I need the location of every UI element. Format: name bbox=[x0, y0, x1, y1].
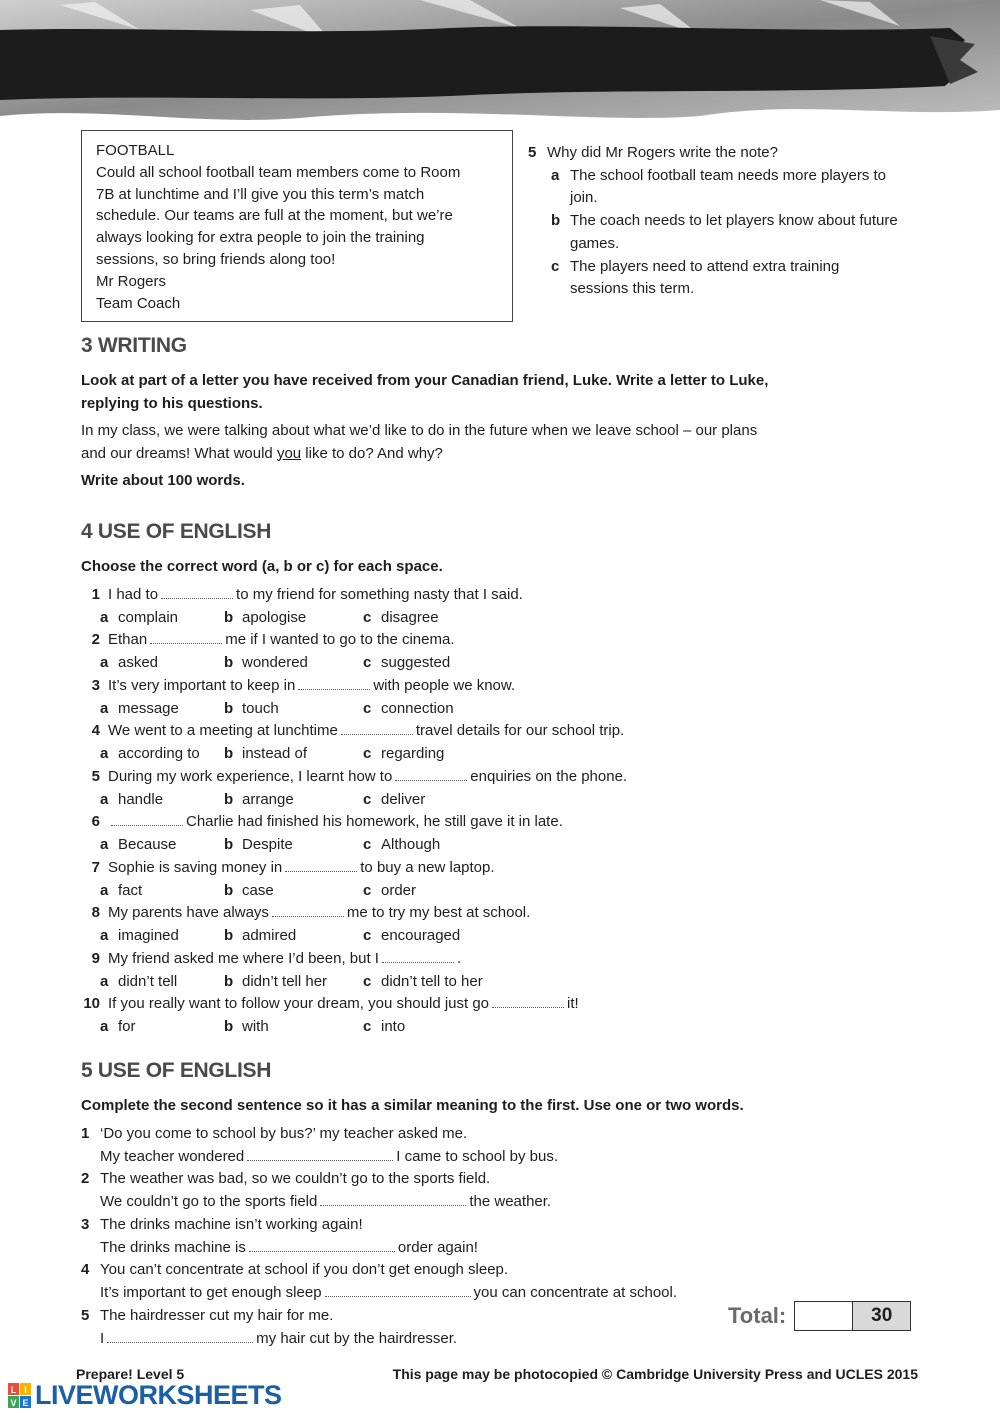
option-b[interactable] bbox=[224, 927, 363, 944]
question-number: 1 bbox=[81, 1124, 90, 1142]
option-letter: c bbox=[363, 608, 372, 626]
option-text: fact bbox=[118, 881, 143, 899]
total-label: Total: bbox=[728, 1303, 787, 1328]
footer-copyright: This page may be photocopied © Cambridge University Press and UCLES 2015 bbox=[392, 1366, 918, 1382]
option-text: Because bbox=[118, 836, 177, 854]
rewrite-after: my hair cut by the hairdresser. bbox=[256, 1329, 458, 1347]
option-letter: a bbox=[100, 699, 109, 717]
option-a[interactable] bbox=[100, 1018, 224, 1035]
rewrite-after: I came to school by bus. bbox=[396, 1147, 558, 1165]
section5-instruction: Complete the second sentence so it has a similar meaning to the first. Use one or two words. bbox=[81, 1097, 744, 1114]
option-text: didn’t tell to her bbox=[381, 972, 483, 990]
options-row bbox=[70, 606, 770, 629]
option-letter: b bbox=[224, 927, 234, 945]
original-sentence: You can’t concentrate at school if you don’t get enough sleep. bbox=[100, 1261, 509, 1279]
section-title-writing: 3 WRITING bbox=[81, 334, 187, 357]
stem-before: Ethan bbox=[108, 631, 148, 649]
note-line: always looking for extra people to join the training bbox=[96, 229, 425, 247]
question-number: 5 bbox=[91, 767, 100, 785]
option-letter: b bbox=[224, 745, 234, 763]
original-sentence-row bbox=[81, 1259, 721, 1282]
question-number: 9 bbox=[91, 949, 100, 967]
option-text: wondered bbox=[242, 654, 308, 672]
rewrite-sentence-row bbox=[81, 1145, 721, 1168]
option-b[interactable] bbox=[224, 700, 363, 717]
option-letter: a bbox=[100, 790, 109, 808]
option-c[interactable] bbox=[363, 836, 440, 853]
options-row bbox=[70, 788, 770, 811]
question-number: 6 bbox=[91, 813, 100, 831]
option-text: regarding bbox=[381, 745, 445, 763]
answer-blank[interactable] bbox=[247, 1148, 393, 1161]
option-text: message bbox=[118, 699, 179, 717]
option-text: order bbox=[381, 881, 417, 899]
answer-blank[interactable] bbox=[382, 950, 454, 963]
options-row bbox=[70, 651, 770, 674]
stem-after: me if I wanted to go to the cinema. bbox=[225, 631, 455, 649]
logo-letter: I bbox=[24, 1384, 27, 1395]
option-text: The coach needs to let players know about future bbox=[570, 212, 898, 230]
option-letter: c bbox=[363, 927, 372, 945]
question-number: 5 bbox=[528, 144, 537, 161]
option-c[interactable] bbox=[363, 973, 483, 990]
question-stem bbox=[100, 904, 530, 921]
option-letter: b bbox=[224, 881, 234, 899]
option-text: asked bbox=[118, 654, 159, 672]
header-banner bbox=[0, 0, 1000, 125]
instruction-line: Look at part of a letter you have received from your Canadian friend, Luke. Write a letter to Luke, bbox=[81, 372, 769, 389]
letter-text: and our dreams! What would bbox=[81, 444, 277, 462]
question-stem bbox=[100, 768, 627, 785]
option-text: disagree bbox=[381, 608, 439, 626]
answer-blank[interactable] bbox=[150, 631, 222, 644]
stem-before: We went to a meeting at lunchtime bbox=[108, 722, 338, 740]
option-a[interactable] bbox=[100, 882, 224, 899]
stem-after: enquiries on the phone. bbox=[470, 767, 628, 785]
note-line: Mr Rogers bbox=[96, 272, 167, 290]
stem-after: travel details for our school trip. bbox=[415, 722, 625, 740]
option-b[interactable] bbox=[224, 1018, 363, 1035]
rewrite-before: My teacher wondered bbox=[100, 1147, 245, 1165]
answer-option-c[interactable] bbox=[528, 256, 928, 301]
option-b[interactable] bbox=[224, 836, 363, 853]
option-letter: a bbox=[100, 881, 109, 899]
option-letter: a bbox=[100, 1018, 109, 1036]
option-text: connection bbox=[381, 699, 454, 717]
score-max: 30 bbox=[853, 1302, 910, 1330]
option-letter: a bbox=[551, 166, 560, 184]
answer-blank[interactable] bbox=[395, 768, 467, 781]
logo-text: LIVEWORKSHEETS bbox=[35, 1380, 282, 1410]
stem-before: It’s very important to keep in bbox=[108, 676, 296, 694]
rewrite-sentence-row bbox=[81, 1236, 721, 1259]
question-row bbox=[70, 674, 770, 697]
options-row bbox=[70, 1015, 770, 1038]
note-line: FOOTBALL bbox=[96, 142, 175, 159]
original-sentence-row bbox=[81, 1213, 721, 1236]
option-a[interactable] bbox=[100, 973, 224, 990]
option-text: touch bbox=[242, 699, 279, 717]
question-stem bbox=[100, 677, 515, 694]
answer-blank[interactable] bbox=[325, 1284, 471, 1297]
rewrite-sentence bbox=[81, 1330, 457, 1347]
question-stem bbox=[100, 631, 455, 648]
stem-before: My parents have always bbox=[108, 904, 269, 922]
option-letter: a bbox=[100, 608, 109, 626]
answer-blank[interactable] bbox=[341, 722, 413, 735]
transformation-list bbox=[81, 1122, 721, 1350]
word-count-instruction: Write about 100 words. bbox=[81, 472, 245, 489]
stem-after: me to try my best at school. bbox=[346, 904, 531, 922]
answer-blank[interactable] bbox=[249, 1239, 395, 1252]
question-row bbox=[70, 629, 770, 652]
option-letter: c bbox=[363, 836, 372, 854]
section-title-4: 4 USE OF ENGLISH bbox=[81, 520, 272, 543]
footer-level: Prepare! Level 5 bbox=[76, 1366, 185, 1382]
original-sentence: The hairdresser cut my hair for me. bbox=[100, 1306, 334, 1324]
options-row bbox=[70, 697, 770, 720]
option-text: didn’t tell bbox=[118, 972, 178, 990]
question-row bbox=[70, 765, 770, 788]
answer-blank[interactable] bbox=[161, 586, 233, 599]
option-letter: b bbox=[224, 654, 234, 672]
answer-blank[interactable] bbox=[107, 1330, 253, 1343]
football-note bbox=[81, 130, 513, 322]
question-number: 3 bbox=[91, 676, 100, 694]
original-sentence-row bbox=[81, 1168, 721, 1191]
question-number: 2 bbox=[81, 1170, 90, 1188]
option-text: didn’t tell her bbox=[242, 972, 328, 990]
option-text: handle bbox=[118, 790, 164, 808]
answer-option-a[interactable] bbox=[528, 165, 928, 210]
option-letter: a bbox=[100, 745, 109, 763]
option-letter: b bbox=[224, 972, 234, 990]
option-letter: c bbox=[363, 699, 372, 717]
option-letter: a bbox=[100, 927, 109, 945]
option-text: for bbox=[118, 1018, 136, 1036]
options-row bbox=[70, 742, 770, 765]
option-text: complain bbox=[118, 608, 179, 626]
total-score bbox=[728, 1301, 911, 1331]
option-letter: b bbox=[551, 212, 561, 230]
answer-blank[interactable] bbox=[298, 677, 370, 690]
stem-before: During my work experience, I learnt how to bbox=[108, 767, 393, 785]
question-row bbox=[70, 902, 770, 925]
answer-blank[interactable] bbox=[492, 995, 564, 1008]
original-sentence: The weather was bad, so we couldn’t go to the sports field. bbox=[100, 1170, 491, 1188]
question-stem bbox=[100, 722, 624, 739]
option-text: games. bbox=[570, 234, 620, 252]
option-letter: c bbox=[363, 1018, 372, 1036]
question-number: 10 bbox=[83, 995, 100, 1013]
question-row bbox=[70, 811, 770, 834]
question-row bbox=[70, 947, 770, 970]
original-sentence-row bbox=[81, 1122, 721, 1145]
option-a[interactable] bbox=[100, 836, 224, 853]
logo-letter: E bbox=[22, 1397, 29, 1408]
score-boxes bbox=[794, 1301, 911, 1331]
option-letter: c bbox=[363, 790, 372, 808]
rewrite-before: It’s important to get enough sleep bbox=[100, 1284, 322, 1302]
question-row bbox=[70, 856, 770, 879]
note-line: Could all school football team members come to Room bbox=[96, 163, 461, 181]
option-c[interactable] bbox=[363, 745, 444, 762]
option-text: Although bbox=[381, 836, 441, 854]
rewrite-sentence bbox=[81, 1284, 677, 1301]
option-c[interactable] bbox=[363, 1018, 405, 1035]
option-letter: a bbox=[100, 836, 109, 854]
question-number: 5 bbox=[81, 1306, 90, 1324]
option-b[interactable] bbox=[224, 973, 363, 990]
stem-before: If you really want to follow your dream, you should just go bbox=[108, 995, 490, 1013]
option-text: The school football team needs more players to bbox=[570, 166, 887, 184]
question-stem bbox=[100, 995, 579, 1012]
option-letter: a bbox=[100, 972, 109, 990]
rewrite-after: order again! bbox=[397, 1238, 478, 1256]
logo-letter: V bbox=[10, 1397, 17, 1408]
option-c[interactable] bbox=[363, 791, 425, 808]
rewrite-sentence bbox=[81, 1239, 478, 1256]
answer-blank[interactable] bbox=[285, 859, 357, 872]
rewrite-sentence-row bbox=[81, 1190, 721, 1213]
question-number: 8 bbox=[91, 904, 100, 922]
stem-after: to buy a new laptop. bbox=[360, 858, 495, 876]
note-line: 7B at lunchtime and I’ll give you this term’s match bbox=[96, 185, 425, 203]
option-a[interactable] bbox=[100, 791, 224, 808]
option-letter: a bbox=[100, 654, 109, 672]
stem-after: it! bbox=[567, 995, 579, 1013]
rewrite-sentence-row bbox=[81, 1327, 721, 1350]
option-letter: c bbox=[363, 972, 372, 990]
rewrite-after: the weather. bbox=[469, 1193, 552, 1211]
option-text: case bbox=[242, 881, 274, 899]
option-letter: b bbox=[224, 608, 234, 626]
option-letter: c bbox=[363, 745, 372, 763]
option-b[interactable] bbox=[224, 609, 363, 626]
option-letter: b bbox=[224, 836, 234, 854]
question-stem bbox=[100, 950, 461, 967]
original-sentence: ‘Do you come to school by bus?’ my teacher asked me. bbox=[100, 1124, 468, 1142]
option-a[interactable] bbox=[100, 700, 224, 717]
question-stem bbox=[100, 859, 495, 876]
rewrite-before: We couldn’t go to the sports field bbox=[100, 1193, 318, 1211]
options-row bbox=[70, 924, 770, 947]
option-text: admired bbox=[242, 927, 297, 945]
option-text: imagined bbox=[118, 927, 179, 945]
option-text: into bbox=[381, 1018, 406, 1036]
answer-blank[interactable] bbox=[272, 904, 344, 917]
note-line: Team Coach bbox=[96, 294, 181, 312]
section4-instruction: Choose the correct word (a, b or c) for each space. bbox=[81, 558, 443, 575]
option-text: with bbox=[242, 1018, 269, 1036]
stem-after: to my friend for something nasty that I said. bbox=[236, 585, 523, 603]
rewrite-before: I bbox=[100, 1329, 105, 1347]
option-text: join. bbox=[570, 189, 598, 207]
letter-excerpt bbox=[81, 420, 821, 465]
option-text: deliver bbox=[381, 790, 426, 808]
original-sentence-row bbox=[81, 1304, 721, 1327]
option-b[interactable] bbox=[224, 882, 363, 899]
option-text: instead of bbox=[242, 745, 308, 763]
question-row bbox=[70, 583, 770, 606]
option-b[interactable] bbox=[224, 791, 363, 808]
option-letter: b bbox=[224, 699, 234, 717]
stem-after: Charlie had finished his homework, he still gave it in late. bbox=[186, 813, 563, 831]
option-a[interactable] bbox=[100, 745, 224, 762]
logo-blocks-icon bbox=[8, 1383, 32, 1409]
letter-underlined: you bbox=[276, 444, 302, 462]
note-line: sessions, so bring friends along too! bbox=[96, 250, 336, 268]
answer-blank[interactable] bbox=[320, 1193, 466, 1206]
option-text: Despite bbox=[242, 836, 293, 854]
options-row bbox=[70, 970, 770, 993]
question-stem bbox=[100, 586, 523, 603]
question-number: 4 bbox=[91, 722, 100, 740]
question-text: Why did Mr Rogers write the note? bbox=[547, 144, 778, 161]
question-number: 1 bbox=[91, 585, 100, 603]
option-c[interactable] bbox=[363, 700, 454, 717]
multiple-choice-list bbox=[70, 583, 770, 1038]
option-letter: b bbox=[224, 790, 234, 808]
rewrite-sentence-row bbox=[81, 1281, 721, 1304]
question-5 bbox=[528, 142, 928, 301]
score-input-box[interactable] bbox=[795, 1302, 853, 1330]
letter-line: In my class, we were talking about what we’d like to do in the future when we leave school – our plans bbox=[81, 422, 758, 439]
option-text: The players need to attend extra training bbox=[570, 257, 840, 275]
question-row bbox=[70, 993, 770, 1016]
rewrite-before: The drinks machine is bbox=[100, 1238, 246, 1256]
option-a[interactable] bbox=[100, 927, 224, 944]
question-number: 2 bbox=[91, 631, 100, 649]
option-c[interactable] bbox=[363, 654, 450, 671]
option-text: apologise bbox=[242, 608, 307, 626]
logo-letter: L bbox=[10, 1384, 17, 1395]
option-c[interactable] bbox=[363, 609, 439, 626]
option-b[interactable] bbox=[224, 654, 363, 671]
option-b[interactable] bbox=[224, 745, 363, 762]
option-letter: c bbox=[551, 257, 560, 275]
letter-text: like to do? And why? bbox=[301, 444, 443, 462]
question-number: 4 bbox=[81, 1261, 90, 1279]
stem-before: Sophie is saving money in bbox=[108, 858, 283, 876]
banner-graphic bbox=[0, 0, 1000, 125]
option-a[interactable] bbox=[100, 609, 224, 626]
rewrite-sentence bbox=[81, 1193, 551, 1210]
option-letter: b bbox=[224, 1018, 234, 1036]
liveworksheets-logo bbox=[8, 1380, 282, 1411]
original-sentence: The drinks machine isn’t working again! bbox=[100, 1215, 363, 1233]
question-stem bbox=[100, 813, 563, 830]
rewrite-sentence bbox=[81, 1148, 558, 1165]
option-c[interactable] bbox=[363, 882, 416, 899]
question-row bbox=[70, 720, 770, 743]
stem-after: with people we know. bbox=[373, 676, 516, 694]
stem-before: I had to bbox=[108, 585, 159, 603]
answer-blank[interactable] bbox=[111, 813, 183, 826]
option-text: arrange bbox=[242, 790, 294, 808]
option-c[interactable] bbox=[363, 927, 460, 944]
options-row bbox=[70, 833, 770, 856]
option-letter: c bbox=[363, 881, 372, 899]
writing-instruction bbox=[81, 369, 841, 415]
rewrite-after: you can concentrate at school. bbox=[473, 1284, 678, 1302]
answer-option-b[interactable] bbox=[528, 210, 928, 255]
note-line: schedule. Our teams are full at the moment, but we’re bbox=[96, 207, 453, 225]
option-text: sessions this term. bbox=[570, 280, 695, 298]
stem-after: . bbox=[456, 949, 462, 967]
option-text: encouraged bbox=[381, 927, 461, 945]
option-text: according to bbox=[118, 745, 200, 763]
question-number: 7 bbox=[91, 858, 100, 876]
option-a[interactable] bbox=[100, 654, 224, 671]
stem-before: My friend asked me where I’d been, but I bbox=[108, 949, 379, 967]
option-letter: c bbox=[363, 654, 372, 672]
options-row bbox=[70, 879, 770, 902]
section-title-5: 5 USE OF ENGLISH bbox=[81, 1059, 272, 1082]
instruction-line: replying to his questions. bbox=[81, 395, 263, 412]
option-text: suggested bbox=[381, 654, 451, 672]
question-number: 3 bbox=[81, 1215, 90, 1233]
